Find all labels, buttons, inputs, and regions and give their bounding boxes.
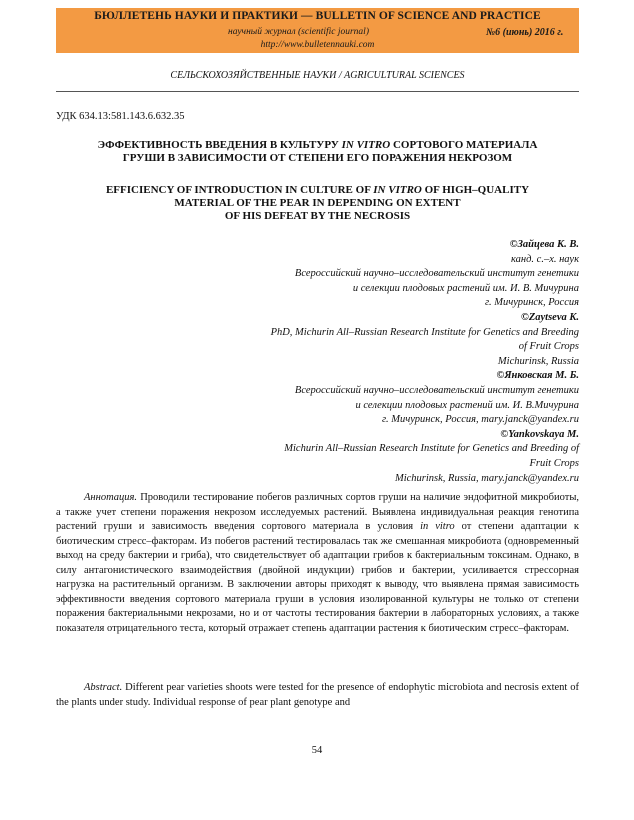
author-name: ©Yankovskaya M.	[500, 428, 579, 440]
author-name: ©Зайцева К. В.	[509, 239, 579, 250]
page-number: 54	[311, 745, 323, 756]
author-name: ©Янковская М. Б.	[496, 370, 579, 382]
author-name: ©Zaytseva K.	[521, 311, 579, 323]
abstract-label: Abstract.	[84, 682, 123, 693]
author-block: ©Зайцева К. В. канд. с.–х. наук Всероссийский научно–исследовательский институт генетики и селекции плодовых растений им. И. В. Мичурина г. Мичуринск, Россия ©Zaytseva K. PhD, Michurin All–Russian Research Institute for Genetics and Breeding of Fruit Crops Michurinsk, Russia ©Янковская М. Б. Всероссийский научно–исследовательский институт генетики и селекции плодовых растений им. И. В.Мичурина г. Мичуринск, Россия, mary.janck@yandex.ru ©Yankovskaya M. Michurin All–Russian Research Institute for Genetics and Breeding of Fruit Crops Michurinsk, Russia, mary.janck@yandex.ru	[139, 238, 579, 486]
abstract-label: Аннотация.	[84, 492, 138, 503]
title-russian: ЭФФЕКТИВНОСТЬ ВВЕДЕНИЯ В КУЛЬТУРУ IN VITRO СОРТОВОГО МАТЕРИАЛА ГРУШИ В ЗАВИСИМОСТИ ОТ СТЕПЕНИ ЕГО ПОРАЖЕНИЯ НЕКРОЗОМ	[97, 139, 538, 164]
journal-url[interactable]: http://www.bulletennauki.com	[260, 40, 375, 50]
abstract-english: Abstract. Different pear varieties shoots were tested for the presence of endophytic microbiota and necrosis extent of the plants under study. Individual response of pear plant genotype and	[56, 682, 579, 708]
journal-issue: №6 (июнь) 2016 г.	[486, 27, 564, 38]
abstract-russian: Аннотация. Проводили тестирование побегов различных сортов груши на наличие эндофитной микробиоты, а также учет степени поражения некрозом исследуемых растений. Выявлена индивидуальная реакция генотипа растений груши и зависимость введения сортового материала в условия in vitro от степени адаптации к биотическим стресс–факторам. Из побегов растений тестировалась так же смешанная микробиота (одновременный выход на среду бактерии и гриба), что свидетельствует об адаптации грибов к бактериальным токсинам. Однако, в силу антагонистического взаимодействия (двойной индукции) грибов и бактерии, усиливается стрессорная нагрузка на растительный организм. В заключении авторы приходят к выводу, что выявлена прямая зависимость эффективности введения сортового материала груши в условия изолированной культуры не только от степени поражения бактериальными некрозами, но и от частоты тестирования бактерии в лабораторных условиях, а также показателя отрицательного теста, который отражает степень адаптации растения к биотическим стресс–факторам.	[56, 492, 580, 634]
journal-title: БЮЛЛЕТЕНЬ НАУКИ И ПРАКТИКИ — BULLETIN OF SCIENCE AND PRACTICE	[94, 10, 541, 22]
udk-code: УДК 634.13:581.143.6.632.35	[56, 111, 185, 122]
section-heading: СЕЛЬСКОХОЗЯЙСТВЕННЫЕ НАУКИ / AGRICULTURAL SCIENCES	[170, 70, 465, 81]
divider	[56, 91, 579, 92]
title-english: EFFICIENCY OF INTRODUCTION IN CULTURE OF IN VITRO OF HIGH–QUALITY MATERIAL OF THE PEAR IN DEPENDING ON EXTENT OF HIS DEFEAT BY THE NECROSIS	[105, 184, 530, 222]
journal-banner	[56, 8, 579, 53]
journal-type: научный журнал (scientific journal)	[228, 27, 369, 37]
